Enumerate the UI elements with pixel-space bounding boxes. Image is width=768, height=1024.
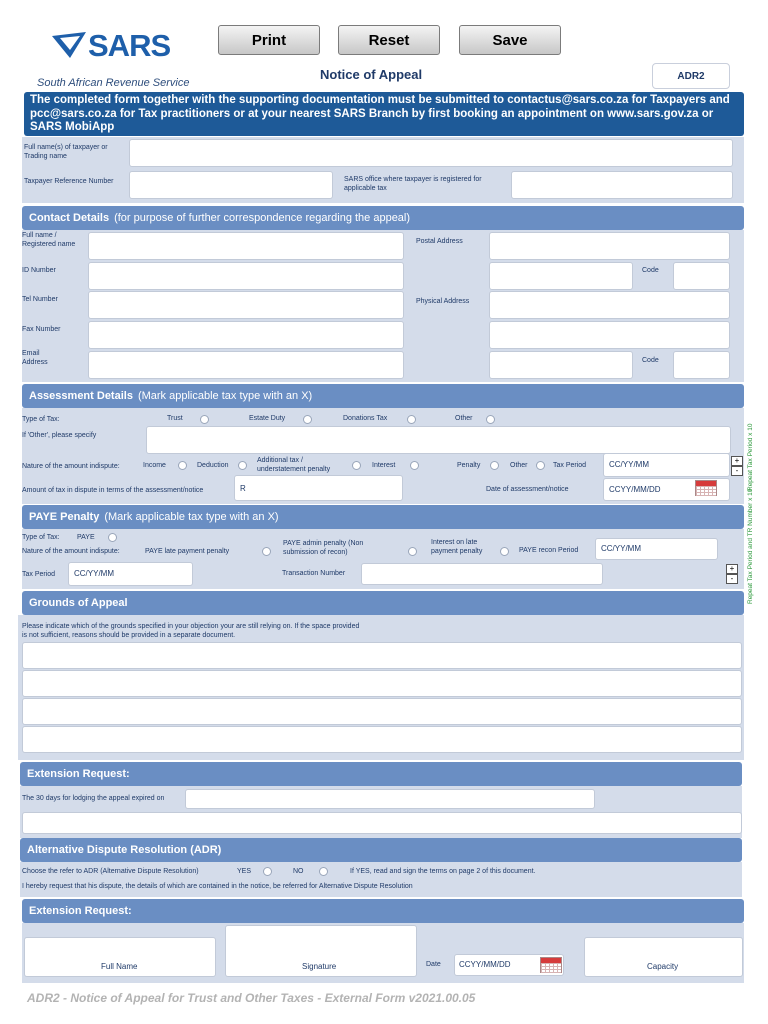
assessment-heading: Assessment Details xyxy=(29,390,133,402)
nature-deduction-radio[interactable] xyxy=(238,461,247,470)
signoff-date-value: CCYY/MM/DD xyxy=(459,960,511,969)
paye-late-payment-radio[interactable] xyxy=(262,547,271,556)
paye-nature-label: Nature of the amount indispute: xyxy=(22,548,120,555)
grounds-instructions: Please indicate which of the grounds specified in your objection your are still relying on. If the space provided is not sufficient, reasons should be provided in a separate document. xyxy=(22,623,360,639)
paye-admin-penalty-radio[interactable] xyxy=(408,547,417,556)
repeat-paye-note: Repeat Tax Period and TR Number x 10 xyxy=(747,488,754,604)
form-code-badge: ADR2 xyxy=(652,63,730,89)
extension-reason-input[interactable] xyxy=(22,812,742,834)
paye-type-value: PAYE xyxy=(77,534,95,541)
print-button[interactable]: Print xyxy=(218,25,320,55)
paye-recon-input[interactable] xyxy=(595,538,718,560)
tax-type-trust-label: Trust xyxy=(167,415,183,422)
postal-code-label: Code xyxy=(642,267,659,274)
repeat-tax-period-note: Repeat Tax Period x 10 xyxy=(747,423,754,491)
extension-header xyxy=(20,762,742,786)
paye-heading: PAYE Penalty xyxy=(29,511,100,523)
tax-type-estate-radio[interactable] xyxy=(303,415,312,424)
physical-code-input[interactable] xyxy=(673,351,730,379)
paye-type-radio[interactable] xyxy=(108,533,117,542)
nature-label: Nature of the amount indispute: xyxy=(22,463,120,470)
capacity-input[interactable] xyxy=(584,937,743,977)
contact-subheading: (for purpose of further correspondence regarding the appeal) xyxy=(114,212,411,224)
signoff-full-name-label: Full Name xyxy=(101,962,138,971)
remove-paye-period-button[interactable]: - xyxy=(726,574,738,584)
tel-number-input[interactable] xyxy=(88,291,404,319)
email-label: Email Address xyxy=(22,350,48,366)
adr-header xyxy=(20,838,742,862)
nature-penalty-label: Penalty xyxy=(457,462,481,469)
save-button[interactable]: Save xyxy=(459,25,561,55)
paye-recon-value: CC/YY/MM xyxy=(601,544,641,553)
physical-code-label: Code xyxy=(642,357,659,364)
tax-period-input[interactable] xyxy=(603,453,730,477)
tel-number-label: Tel Number xyxy=(22,296,58,303)
contact-name-input[interactable] xyxy=(88,232,404,260)
sars-logo-text: SARS xyxy=(88,28,171,63)
sars-logo-subtitle: South African Revenue Service xyxy=(37,77,190,89)
tax-type-other-label: Other xyxy=(455,415,473,422)
adr-request-text: I hereby request that his dispute, the details of which are contained in the notice, be referred for Alternative Dispute Resolution xyxy=(22,883,413,890)
tax-type-estate-label: Estate Duty xyxy=(249,415,286,422)
assessment-date-label: Date of assessment/notice xyxy=(486,486,569,493)
grounds-line-4[interactable] xyxy=(22,726,742,753)
paye-tax-period-label: Tax Period xyxy=(22,571,56,578)
extension-panel xyxy=(20,786,742,838)
paye-interest-radio[interactable] xyxy=(500,547,509,556)
adr-no-radio[interactable] xyxy=(319,867,328,876)
adr-yes-label: YES xyxy=(237,868,252,875)
form-footer: ADR2 - Notice of Appeal for Trust and Other Taxes - External Form v2021.00.05 xyxy=(27,991,476,1005)
signature-box[interactable] xyxy=(225,925,417,977)
type-of-tax-label: Type of Tax: xyxy=(22,416,60,423)
physical-address-line1[interactable] xyxy=(489,291,730,319)
tax-type-donations-radio[interactable] xyxy=(407,415,416,424)
paye-interest-label: Interest on late payment penalty xyxy=(431,539,483,555)
grounds-line-3[interactable] xyxy=(22,698,742,725)
extension-heading: Extension Request: xyxy=(27,768,130,780)
transaction-number-label: Transaction Number xyxy=(282,570,346,577)
contact-heading: Contact Details xyxy=(29,212,110,224)
nature-income-radio[interactable] xyxy=(178,461,187,470)
page-title: Notice of Appeal xyxy=(320,67,423,82)
nature-interest-label: Interest xyxy=(372,462,396,469)
postal-address-line2[interactable] xyxy=(489,262,633,290)
taxpayer-panel xyxy=(22,137,744,203)
tax-type-donations-label: Donations Tax xyxy=(343,415,388,422)
tax-period-label: Tax Period xyxy=(553,462,587,469)
email-input[interactable] xyxy=(88,351,404,379)
physical-address-line3[interactable] xyxy=(489,351,633,379)
grounds-line-1[interactable] xyxy=(22,642,742,669)
adr-no-label: NO xyxy=(293,868,304,875)
id-number-input[interactable] xyxy=(88,262,404,290)
paye-late-payment-label: PAYE late payment penalty xyxy=(145,548,230,555)
nature-deduction-label: Deduction xyxy=(197,462,229,469)
adr-heading: Alternative Dispute Resolution (ADR) xyxy=(27,844,222,856)
contact-details-header xyxy=(22,206,744,230)
physical-address-line2[interactable] xyxy=(489,321,730,349)
other-specify-label: If 'Other', please specify xyxy=(22,432,97,439)
remove-tax-period-button[interactable]: - xyxy=(731,466,743,476)
nature-penalty-radio[interactable] xyxy=(490,461,499,470)
postal-code-input[interactable] xyxy=(673,262,730,290)
nature-other-label: Other xyxy=(510,462,528,469)
adr-choose-label: Choose the refer to ADR (Alternative Dispute Resolution) xyxy=(22,868,199,875)
submission-notice: The completed form together with the supporting documentation must be submitted to contactus@sars.co.za for Taxpayers and pcc@sars.co.za for Tax practitioners or at your nearest SARS Branch by first booking an appointment on www.sars.gov.za or SARS MobiApp xyxy=(24,92,744,136)
other-specify-input[interactable] xyxy=(146,426,731,454)
paye-admin-penalty-label: PAYE admin penalty (Non submission of recon) xyxy=(283,540,364,556)
paye-subheading: (Mark applicable tax type with an X) xyxy=(104,511,279,523)
contact-name-label: Full name / Registered name xyxy=(22,232,76,248)
add-paye-period-button[interactable]: + xyxy=(726,564,738,574)
calendar-icon[interactable] xyxy=(695,480,717,496)
signoff-date-label: Date xyxy=(426,961,441,968)
expired-date-input[interactable] xyxy=(185,789,595,809)
postal-address-label: Postal Address xyxy=(416,238,463,245)
assessment-subheading: (Mark applicable tax type with an X) xyxy=(137,390,313,402)
tax-type-other-radio[interactable] xyxy=(486,415,495,424)
paye-penalty-header xyxy=(22,505,744,529)
physical-address-label: Physical Address xyxy=(416,298,470,305)
reset-button[interactable]: Reset xyxy=(338,25,440,55)
nature-interest-radio[interactable] xyxy=(410,461,419,470)
capacity-label: Capacity xyxy=(647,962,679,971)
expired-label: The 30 days for lodging the appeal expired on xyxy=(22,795,165,802)
grounds-panel xyxy=(18,615,744,760)
amount-label: Amount of tax in dispute in terms of the assessment/notice xyxy=(22,487,204,494)
amount-input[interactable] xyxy=(234,475,403,501)
tax-type-trust-radio[interactable] xyxy=(200,415,209,424)
paye-tax-period-input[interactable] xyxy=(68,562,193,586)
paye-type-label: Type of Tax: xyxy=(22,534,60,541)
assessment-details-header xyxy=(22,384,744,408)
tax-period-value: CC/YY/MM xyxy=(609,460,649,469)
amount-value: R xyxy=(240,484,246,493)
nature-other-radio[interactable] xyxy=(536,461,545,470)
fax-number-input[interactable] xyxy=(88,321,404,349)
sars-office-label: SARS office where taxpayer is registered for applicable tax xyxy=(344,176,482,192)
full-name-label: Full name(s) of taxpayer or Trading name xyxy=(24,144,108,160)
signature-label: Signature xyxy=(302,962,337,971)
grounds-line-2[interactable] xyxy=(22,670,742,697)
nature-additional-radio[interactable] xyxy=(352,461,361,470)
add-tax-period-button[interactable]: + xyxy=(731,456,743,466)
transaction-number-input[interactable] xyxy=(361,563,603,585)
signoff-heading: Extension Request: xyxy=(29,905,132,917)
assessment-date-value: CCYY/MM/DD xyxy=(609,485,661,494)
sars-logo-icon xyxy=(50,30,90,60)
signoff-panel xyxy=(22,923,744,983)
fax-number-label: Fax Number xyxy=(22,326,61,333)
taxpayer-name-input[interactable] xyxy=(129,139,733,167)
id-number-label: ID Number xyxy=(22,267,56,274)
taxpayer-ref-input[interactable] xyxy=(129,171,333,199)
signoff-full-name-input[interactable] xyxy=(24,937,216,977)
contact-panel xyxy=(22,230,744,382)
signoff-header xyxy=(22,899,744,923)
adr-panel xyxy=(20,862,742,897)
adr-yes-radio[interactable] xyxy=(263,867,272,876)
paye-tax-period-value: CC/YY/MM xyxy=(74,569,114,578)
nature-income-label: Income xyxy=(143,462,166,469)
paye-panel xyxy=(22,529,744,589)
assessment-panel xyxy=(22,408,744,504)
paye-recon-label: PAYE recon Period xyxy=(519,547,579,554)
taxpayer-ref-label: Taxpayer Reference Number xyxy=(24,178,114,185)
nature-additional-label: Additional tax / understatement penalty xyxy=(257,457,331,473)
grounds-heading: Grounds of Appeal xyxy=(29,597,128,609)
grounds-header xyxy=(22,591,744,615)
sars-office-input[interactable] xyxy=(511,171,733,199)
signoff-calendar-icon[interactable] xyxy=(540,957,562,973)
postal-address-line1[interactable] xyxy=(489,232,730,260)
adr-if-yes-note: If YES, read and sign the terms on page 2 of this document. xyxy=(350,868,536,875)
